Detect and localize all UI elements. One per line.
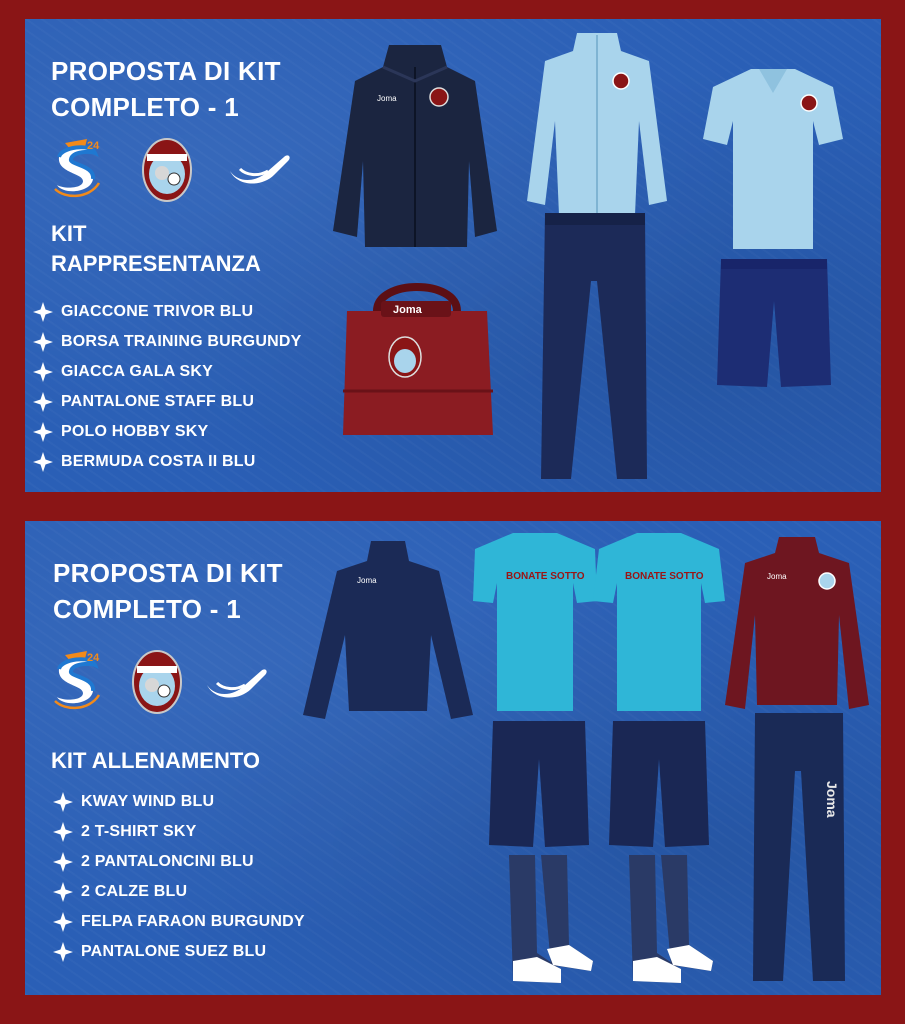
list-item-label: 2 T-SHIRT SKY <box>81 823 197 840</box>
list-item <box>33 357 301 387</box>
list-item <box>53 847 305 877</box>
sparkle-bullet-icon <box>53 882 73 902</box>
svg-text:Joma: Joma <box>357 576 377 585</box>
kit-subtitle-line2: RAPPRESENTANZA <box>51 251 261 276</box>
kit-subtitle <box>51 219 261 279</box>
kit-title <box>53 555 283 627</box>
sparkle-bullet-icon <box>53 792 73 812</box>
kit-subtitle-line1: KIT <box>51 221 87 246</box>
list-item-label: PANTALONE SUEZ BLU <box>81 943 267 960</box>
sparkle-bullet-icon <box>33 302 53 322</box>
list-item <box>53 907 305 937</box>
kit-rappresentanza-panel <box>25 19 881 492</box>
list-item-label: KWAY WIND BLU <box>81 793 215 810</box>
kit-item-list <box>33 297 301 477</box>
list-item <box>33 297 301 327</box>
svg-text:Joma: Joma <box>767 572 787 581</box>
list-item-label: GIACCA GALA SKY <box>61 363 214 380</box>
sparkle-bullet-icon <box>33 392 53 412</box>
kit-allenamento-panel <box>25 521 881 995</box>
list-item-label: 2 PANTALONCINI BLU <box>81 853 254 870</box>
tshirt-sky-image <box>473 531 597 713</box>
tshirt-print-text: BONATE SOTTO <box>625 571 704 582</box>
svg-text:24: 24 <box>87 140 100 152</box>
list-item-label: FELPA FARAON BURGUNDY <box>81 913 305 930</box>
tshirt-sky-image <box>589 531 729 713</box>
list-item <box>53 937 305 967</box>
kit-item-list <box>53 787 305 967</box>
club-crest-icon <box>131 649 183 715</box>
gala-jacket-sky-image <box>525 31 669 217</box>
shorts-navy-image <box>489 719 589 849</box>
list-item <box>53 817 305 847</box>
list-item <box>33 327 301 357</box>
list-item-label: PANTALONE STAFF BLU <box>61 393 255 410</box>
list-item-label: POLO HOBBY SKY <box>61 423 209 440</box>
list-item-label: BORSA TRAINING BURGUNDY <box>61 333 302 350</box>
jacket-navy-image <box>327 41 503 249</box>
sport24-logo-icon <box>51 137 103 201</box>
polo-sky-image <box>701 65 845 251</box>
bag-burgundy-image <box>337 271 497 441</box>
sparkle-bullet-icon <box>53 822 73 842</box>
socks-navy-image <box>625 853 715 987</box>
kit-title-line1: PROPOSTA DI KIT <box>53 558 283 588</box>
sparkle-bullet-icon <box>33 362 53 382</box>
list-item-label: GIACCONE TRIVOR BLU <box>61 303 254 320</box>
kway-jacket-navy-image <box>301 539 475 721</box>
kit-subtitle <box>51 746 260 776</box>
felpa-burgundy-image <box>723 535 871 715</box>
list-item <box>53 877 305 907</box>
staff-pants-navy-image <box>539 211 651 483</box>
kit-title-line2: COMPLETO - 1 <box>51 92 240 122</box>
sparkle-bullet-icon <box>33 422 53 442</box>
tshirt-print-text: BONATE SOTTO <box>506 571 585 582</box>
svg-text:24: 24 <box>87 652 100 664</box>
joma-logo-icon <box>228 149 292 185</box>
sparkle-bullet-icon <box>53 852 73 872</box>
list-item <box>33 387 301 417</box>
sparkle-bullet-icon <box>33 332 53 352</box>
kit-title-line1: PROPOSTA DI KIT <box>51 56 281 86</box>
joma-logo-icon <box>205 663 269 699</box>
svg-text:Joma: Joma <box>377 94 397 103</box>
suez-pants-navy-image <box>751 711 847 985</box>
bermuda-navy-image <box>715 257 833 389</box>
socks-navy-image <box>505 853 595 987</box>
sport24-logo-icon <box>51 649 103 713</box>
sparkle-bullet-icon <box>33 452 53 472</box>
kit-title-line2: COMPLETO - 1 <box>53 594 242 624</box>
svg-text:Joma: Joma <box>393 304 422 316</box>
shorts-navy-image <box>609 719 709 849</box>
list-item <box>33 417 301 447</box>
list-item-label: BERMUDA COSTA II BLU <box>61 453 256 470</box>
sparkle-bullet-icon <box>53 942 73 962</box>
sparkle-bullet-icon <box>53 912 73 932</box>
kit-subtitle-line1: KIT ALLENAMENTO <box>51 748 260 773</box>
list-item-label: 2 CALZE BLU <box>81 883 188 900</box>
kit-title <box>51 53 281 125</box>
club-crest-icon <box>141 137 193 203</box>
list-item <box>33 447 301 477</box>
svg-text:Joma: Joma <box>824 781 840 818</box>
list-item <box>53 787 305 817</box>
